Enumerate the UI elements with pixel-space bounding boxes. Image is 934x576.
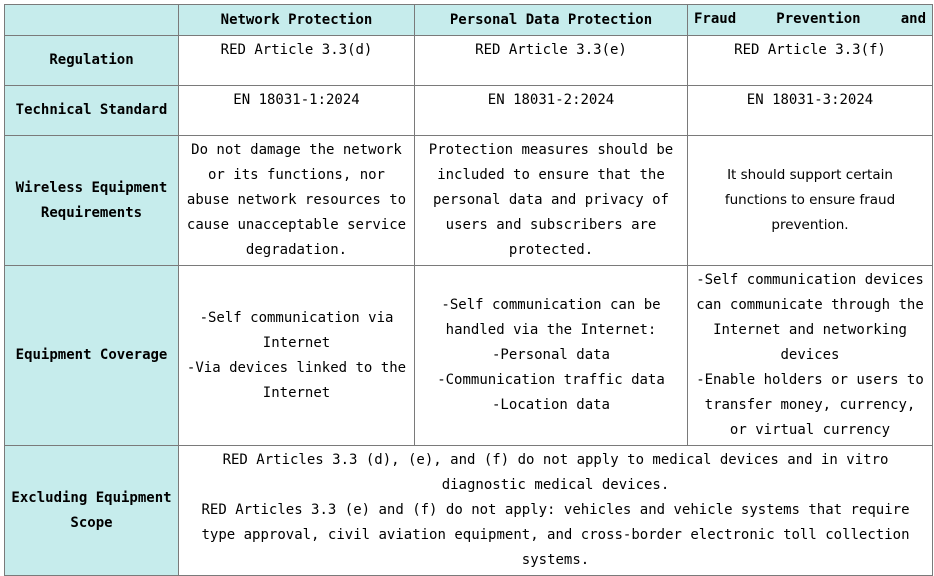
requirements-network-cell: Do not damage the network or its functions, nor abuse network resources to cause unacceptable service degradation. (179, 136, 415, 266)
regulation-network-cell: RED Article 3.3(d) (179, 36, 415, 86)
coverage-network-line-2: -Via devices linked to the Internet (186, 359, 407, 401)
row-equipment-coverage (5, 266, 933, 446)
comparison-table (4, 4, 933, 576)
column-header-fraud-prevention: Fraud Prevention and (688, 5, 933, 36)
coverage-personal-cell (415, 266, 688, 446)
excluding-scope-line-2: RED Articles 3.3 (e) and (f) do not apply: vehicles and vehicle systems that require type approval, civil aviation equipment, and cross-border electronic toll collection systems. (201, 502, 910, 568)
row-label-technical-standard: Technical Standard (5, 86, 179, 136)
regulation-fraud-cell: RED Article 3.3(f) (688, 36, 933, 86)
excluding-scope-cell (179, 446, 933, 576)
coverage-personal-intro: -Self communication can be handled via the Internet: (441, 297, 661, 338)
row-excluding-scope (5, 446, 933, 576)
row-regulation (5, 36, 933, 86)
row-technical-standard (5, 86, 933, 136)
coverage-fraud-line-2: -Enable holders or users to transfer money, currency, or virtual currency (696, 372, 924, 438)
coverage-fraud-cell (688, 266, 933, 446)
row-label-equipment-coverage: Equipment Coverage (5, 266, 179, 446)
regulation-personal-cell: RED Article 3.3(e) (415, 36, 688, 86)
column-header-personal-data-protection: Personal Data Protection (415, 5, 688, 36)
standard-personal-cell: EN 18031-2:2024 (415, 86, 688, 136)
row-label-excluding-scope: Excluding Equipment Scope (5, 446, 179, 576)
standard-network-cell: EN 18031-1:2024 (179, 86, 415, 136)
requirements-personal-cell: Protection measures should be included to ensure that the personal data and privacy of users and subscribers are protected. (415, 136, 688, 266)
coverage-network-cell (179, 266, 415, 446)
row-label-wireless-requirements: Wireless Equipment Requirements (5, 136, 179, 266)
column-header-network-protection: Network Protection (179, 5, 415, 36)
row-wireless-requirements (5, 136, 933, 266)
coverage-personal-item: -Communication traffic data (437, 372, 665, 388)
standard-fraud-cell: EN 18031-3:2024 (688, 86, 933, 136)
header-corner-cell (5, 5, 179, 36)
coverage-network-line-1: -Self communication via Internet (199, 309, 394, 351)
coverage-fraud-line-1: -Self communication devices can communicate through the Internet and networking devices (696, 272, 924, 363)
row-label-regulation: Regulation (5, 36, 179, 86)
requirements-fraud-cell: It should support certain functions to ensure fraud prevention. (688, 136, 933, 266)
excluding-scope-line-1: RED Articles 3.3 (d), (e), and (f) do not apply to medical devices and in vitro diagnostic medical devices. (222, 452, 889, 493)
header-row (5, 5, 933, 36)
coverage-personal-item: -Location data (491, 397, 610, 413)
coverage-personal-item: -Personal data (491, 347, 610, 363)
